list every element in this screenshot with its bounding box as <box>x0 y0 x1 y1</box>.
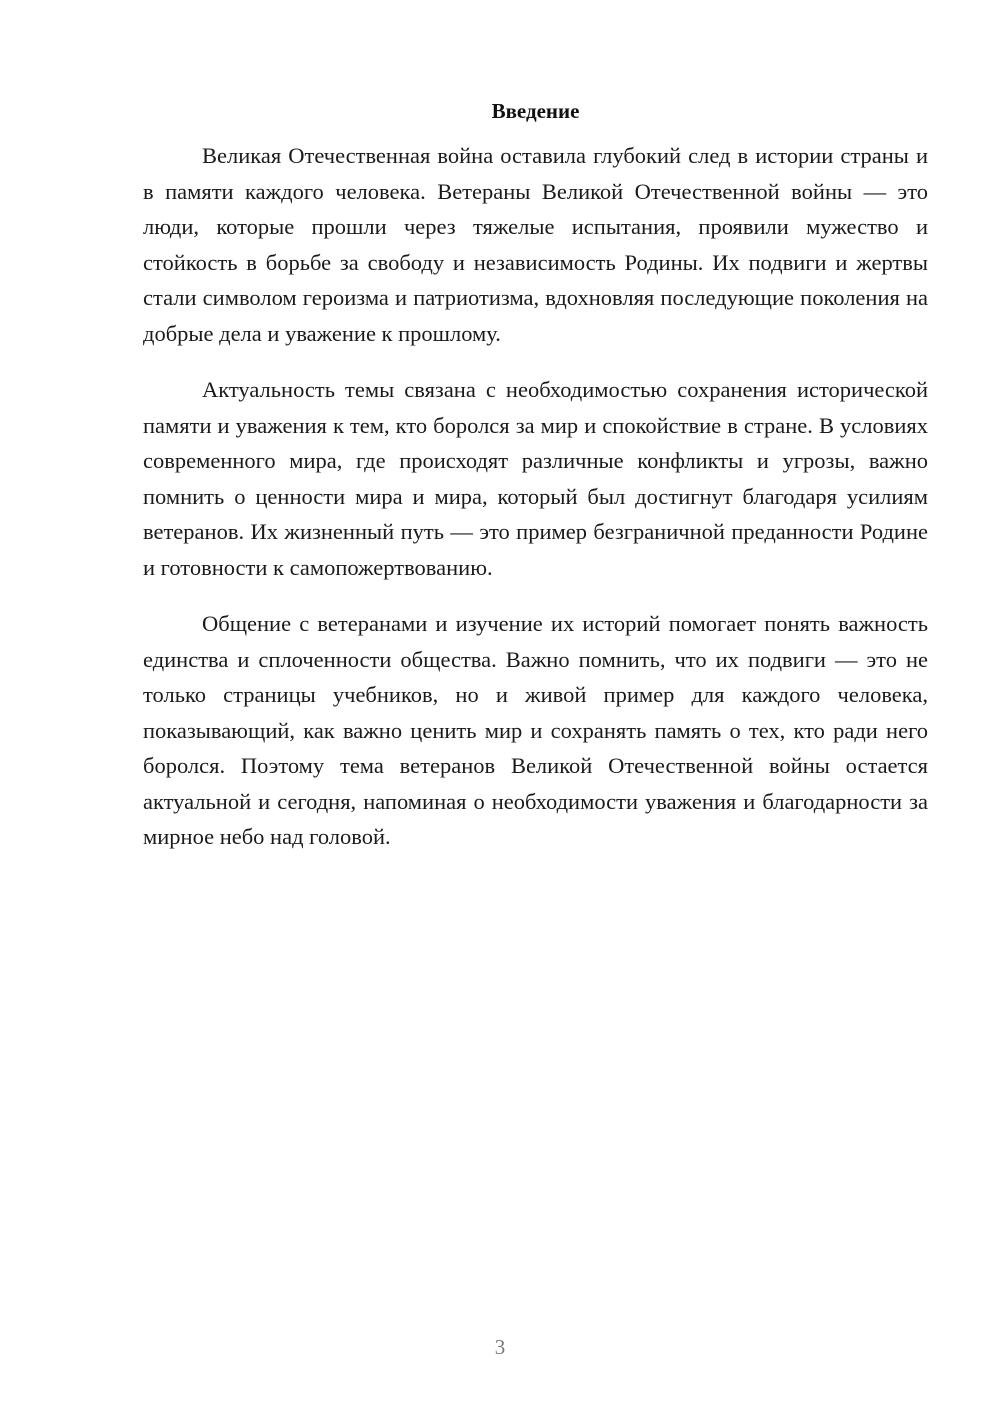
page-content <box>143 96 928 876</box>
paragraph-1: Великая Отечественная война оставила глубокий след в истории страны и в памяти каждого человека. Ветераны Великой Отечественной войны — это люди, которые прошли через тяжелые испытания, проявили мужество и стойкость в борьбе за свободу и независимость Родины. Их подвиги и жертвы стали символом героизма и патриотизма, вдохновляя последующие поколения на добрые дела и уважение к прошлому. <box>143 143 928 346</box>
section-title: Введение <box>491 99 580 123</box>
paragraph-2: Актуальность темы связана с необходимостью сохранения исторической памяти и уважения к тем, кто боролся за мир и спокойствие в стране. В условиях современного мира, где происходят различные конфликты и угрозы, важно помнить о ценности мира и мира, который был достигнут благодаря усилиям ветеранов. Их жизненный путь — это пример безграничной преданности Родине и готовности к самопожертвованию. <box>143 377 928 580</box>
paragraph-3: Общение с ветеранами и изучение их историй помогает понять важность единства и сплоченности общества. Важно помнить, что их подвиги — это не только страницы учебников, но и живой пример для каждого человека, показывающий, как важно ценить мир и сохранять память о тех, кто ради него боролся. Поэтому тема ветеранов Великой Отечественной войны остается актуальной и сегодня, напоминая о необходимости уважения и благодарности за мирное небо над головой. <box>143 611 928 849</box>
page-number: 3 <box>494 1335 506 1359</box>
